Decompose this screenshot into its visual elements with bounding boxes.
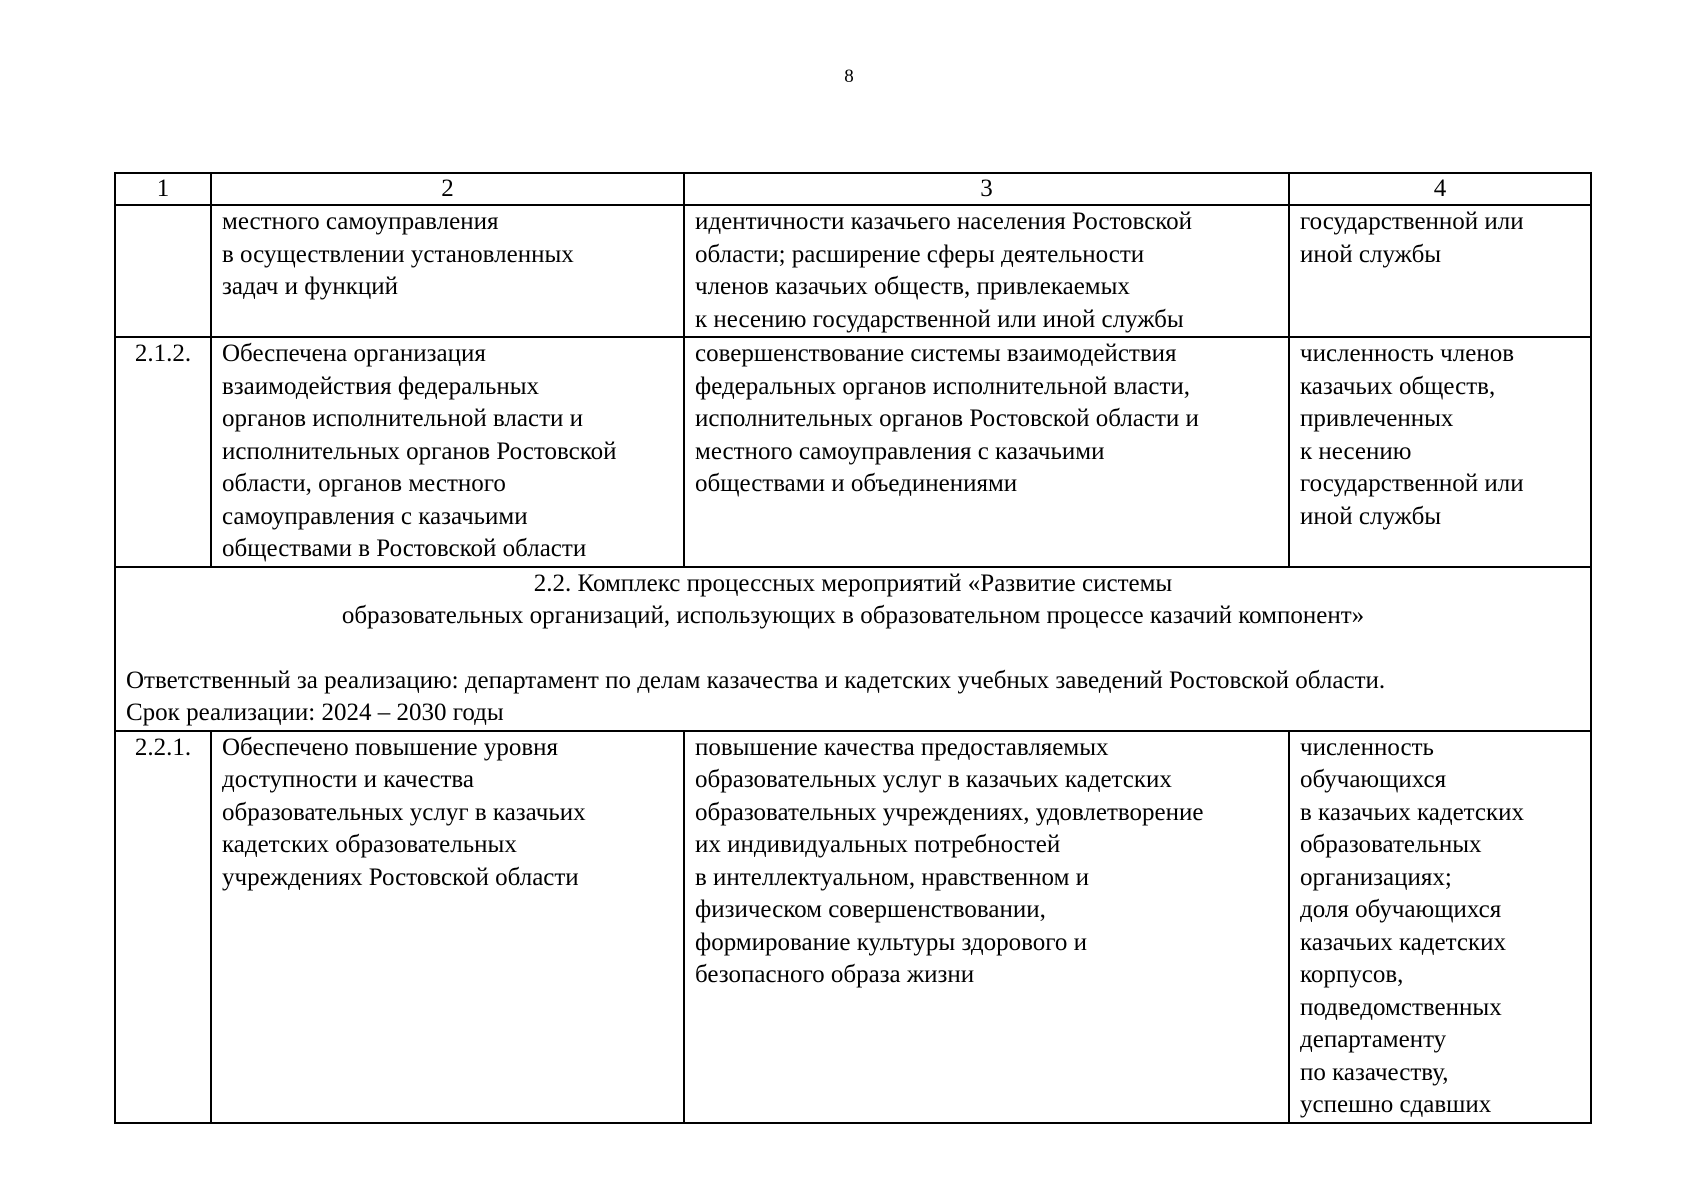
column-header-4: 4 (1289, 173, 1591, 205)
activities-table (114, 172, 1592, 1124)
description-cell: идентичности казачьего населения Ростовской области; расширение сферы деятельности членов казачьих обществ, привлекаемых к несению государственной или иной службы (684, 205, 1289, 337)
description-cell: совершенствование системы взаимодействия федеральных органов исполнительной власти, исполнительных органов Ростовской области и местного самоуправления с казачьими обществами и объединениями (684, 337, 1289, 567)
result-cell: Обеспечена организация взаимодействия федеральных органов исполнительной власти и исполнительных органов Ростовской области, органов местного самоуправления с казачьими обществами в Ростовской области (211, 337, 684, 567)
section-title: 2.2. Комплекс процессных мероприятий «Развитие системы образовательных организаций, использующих в образовательном процессе казачий компонент» (341, 569, 1365, 629)
result-cell: местного самоуправления в осуществлении установленных задач и функций (211, 205, 684, 337)
row-number (115, 205, 211, 337)
column-header-2: 2 (211, 173, 684, 205)
indicator-cell: государственной или иной службы (1289, 205, 1591, 337)
section-cell (115, 567, 1591, 731)
column-header-1: 1 (115, 173, 211, 205)
table-row (115, 731, 1591, 1123)
section-responsible: Ответственный за реализацию: департамент по делам казачества и кадетских учебных заведений Ростовской области. Срок реализации: 2024 – 2030 годы (126, 666, 1386, 726)
table-row (115, 337, 1591, 567)
row-number: 2.1.2. (115, 337, 211, 567)
column-header-3: 3 (684, 173, 1289, 205)
table-header-row (115, 173, 1591, 205)
table-row (115, 205, 1591, 337)
section-row (115, 567, 1591, 731)
page-number: 8 (844, 66, 854, 87)
indicator-cell: численность обучающихся в казачьих кадетских образовательных организациях; доля обучающихся казачьих кадетских корпусов, подведомственных департаменту по казачеству, успешно сдавших (1289, 731, 1591, 1123)
row-number: 2.2.1. (115, 731, 211, 1123)
result-cell: Обеспечено повышение уровня доступности и качества образовательных услуг в казачьих кадетских образовательных учреждениях Ростовской области (211, 731, 684, 1123)
indicator-cell: численность членов казачьих обществ, привлеченных к несению государственной или иной службы (1289, 337, 1591, 567)
description-cell: повышение качества предоставляемых образовательных услуг в казачьих кадетских образовательных учреждениях, удовлетворение их индивидуальных потребностей в интеллектуальном, нравственном и физическом совершенствовании, формирование культуры здорового и безопасного образа жизни (684, 731, 1289, 1123)
